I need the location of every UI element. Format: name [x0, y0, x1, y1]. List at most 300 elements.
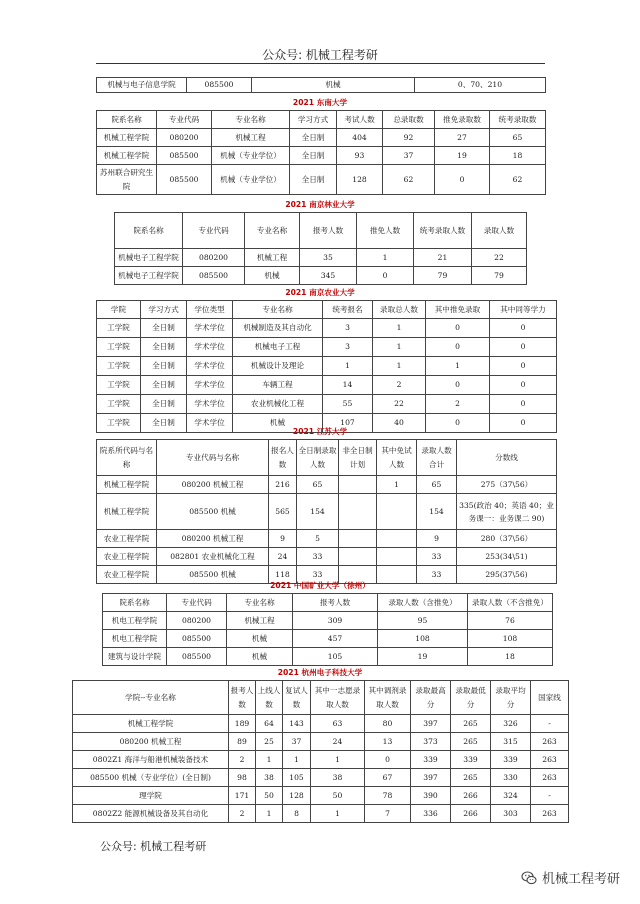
table-cell: 机械工程学院: [97, 494, 157, 530]
table-cell: 9: [417, 530, 457, 548]
table-cell: 14: [323, 376, 373, 395]
table-cell: 7: [365, 805, 411, 823]
column-header: 录取人数（含推免）: [378, 594, 468, 612]
section-title-cumt: 2021 中国矿业大学（徐州）: [270, 581, 370, 590]
table-cell: 085500: [183, 267, 245, 285]
table-cell: 全日制: [290, 129, 337, 147]
table-cell: 1: [311, 751, 365, 769]
table-row: [97, 376, 557, 395]
table-cell: 24: [311, 733, 365, 751]
table-cell: 机械工程学院: [97, 147, 157, 165]
table-cell: 0: [490, 338, 557, 357]
table-row: [73, 769, 569, 787]
table-cell: 265: [451, 715, 491, 733]
table-cell: 农业工程学院: [97, 566, 157, 584]
page-header-title: 公众号: 机械工程考研: [262, 48, 378, 62]
column-header: 学院--专业名称: [73, 681, 229, 715]
table-cell: 机械与电子信息学院: [97, 78, 187, 93]
table-cell: 0: [490, 376, 557, 395]
table-cell: 0: [426, 319, 490, 338]
table-row: [97, 494, 557, 530]
column-header: 统考报名: [323, 301, 373, 319]
table-row: [97, 319, 557, 338]
table-cell: 1: [377, 476, 417, 494]
table-cell: 330: [491, 769, 531, 787]
table-cell: 1: [311, 805, 365, 823]
table-cell: 18: [490, 147, 546, 165]
table-cell: 080200 机械工程: [73, 733, 229, 751]
table-cell: 1: [283, 751, 311, 769]
header-divider: [96, 63, 545, 64]
column-header: 复试人数: [283, 681, 311, 715]
table-header-row: [115, 213, 527, 249]
table-cell: 128: [283, 787, 311, 805]
table-cell: 263: [531, 805, 569, 823]
hdu-table: [72, 680, 569, 823]
table-cell: 机械（专业学位）: [212, 147, 290, 165]
table-cell: 机械: [233, 414, 323, 433]
table-cell: 64: [256, 715, 283, 733]
table-cell: 1: [373, 338, 426, 357]
table-cell: 2: [426, 395, 490, 414]
section-title-ujs: 2021 江苏大学: [292, 427, 348, 436]
table-cell: 2: [373, 376, 426, 395]
section-title-hdu: 2021 杭州电子科技大学: [277, 668, 363, 677]
page-footer: 公众号: 机械工程考研: [100, 840, 207, 853]
table-cell: 339: [411, 751, 451, 769]
top-row-table: [96, 77, 546, 93]
table-cell: 33: [297, 566, 339, 584]
table-cell: 全日制: [141, 319, 187, 338]
table-cell: 105: [293, 648, 378, 666]
table-cell: 266: [451, 787, 491, 805]
watermark: [521, 868, 620, 887]
table-cell: 080200: [157, 129, 212, 147]
table-cell: 学术学位: [187, 414, 233, 433]
table-cell: 农业机械化工程: [233, 395, 323, 414]
column-header: 专业代码与名称: [157, 440, 269, 476]
table-cell: 机械工程学院: [97, 476, 157, 494]
njfu-table: [114, 212, 527, 285]
table-cell: [339, 530, 377, 548]
column-header: 录取总人数: [373, 301, 426, 319]
table-cell: 车辆工程: [233, 376, 323, 395]
table-cell: 1: [426, 357, 490, 376]
table-cell: 266: [451, 805, 491, 823]
table-cell: 机电工程学院: [103, 612, 167, 630]
table-cell: 1: [323, 357, 373, 376]
column-header: 专业代码: [167, 594, 227, 612]
table-cell: 324: [491, 787, 531, 805]
table-cell: [339, 548, 377, 566]
table-row: [97, 395, 557, 414]
table-cell: 265: [451, 733, 491, 751]
table-cell: 机械电子工程学院: [115, 249, 183, 267]
table-row: [97, 530, 557, 548]
table-row: [115, 249, 527, 267]
table-cell: 13: [365, 733, 411, 751]
column-header: 录取人数: [472, 213, 527, 249]
table-row: [97, 147, 546, 165]
table-row: [97, 357, 557, 376]
table-cell: 108: [468, 630, 553, 648]
table-cell: 1: [357, 249, 414, 267]
watermark-text: 机械工程考研: [541, 872, 620, 887]
column-header: 非全日制计划: [339, 440, 377, 476]
column-header: 录取人数（不含推免）: [468, 594, 553, 612]
table-row: [97, 476, 557, 494]
table-cell: 080200 机械工程: [157, 530, 269, 548]
column-header: 其中一志愿录取人数: [311, 681, 365, 715]
table-cell: 339: [451, 751, 491, 769]
table-cell: [377, 530, 417, 548]
table-cell: 397: [411, 715, 451, 733]
column-header: 学院: [97, 301, 141, 319]
table-cell: 机电工程学院: [103, 630, 167, 648]
table-cell: 457: [293, 630, 378, 648]
column-header: 报考人数: [293, 594, 378, 612]
table-cell: 085500: [157, 165, 212, 195]
table-cell: 0802Z2 能源机械设备及其自动化: [73, 805, 229, 823]
table-cell: 154: [417, 494, 457, 530]
column-header: 分数线: [457, 440, 557, 476]
section-title-njfu: 2021 南京林业大学: [285, 200, 355, 209]
table-cell: 工学院: [97, 395, 141, 414]
table-row: [115, 267, 527, 285]
table-cell: 工学院: [97, 414, 141, 433]
njau-table: [96, 300, 557, 433]
table-cell: 336: [411, 805, 451, 823]
table-cell: 机械（专业学位）: [212, 165, 290, 195]
table-cell: 89: [229, 733, 256, 751]
table-cell: 080200: [183, 249, 245, 267]
table-cell: 22: [373, 395, 426, 414]
table-cell: 33: [417, 566, 457, 584]
table-cell: 1: [256, 805, 283, 823]
table-cell: [339, 476, 377, 494]
table-cell: 085500: [167, 630, 227, 648]
table-cell: 55: [323, 395, 373, 414]
column-header: 录取人数合计: [417, 440, 457, 476]
table-header-row: [103, 594, 553, 612]
column-header: 其中同等学力: [490, 301, 557, 319]
table-cell: 080200 机械工程: [157, 476, 269, 494]
column-header: 录取最高分: [411, 681, 451, 715]
table-cell: 265: [451, 769, 491, 787]
table-cell: 学术学位: [187, 338, 233, 357]
table-cell: 33: [417, 548, 457, 566]
table-cell: 085500: [187, 78, 252, 93]
table-cell: 335(政治 40；英语 40；业务课一：业务课二 90): [457, 494, 557, 530]
table-cell: 50: [311, 787, 365, 805]
table-cell: 62: [383, 165, 435, 195]
table-cell: 085500 机械: [157, 494, 269, 530]
table-cell: 108: [378, 630, 468, 648]
table-cell: 24: [269, 548, 297, 566]
table-cell: 机械工程学院: [97, 129, 157, 147]
table-cell: 105: [283, 769, 311, 787]
table-cell: 0: [490, 395, 557, 414]
table-cell: 0: [365, 751, 411, 769]
table-row: [73, 733, 569, 751]
column-header: 专业代码: [157, 111, 212, 129]
table-cell: 154: [297, 494, 339, 530]
table-cell: 18: [468, 648, 553, 666]
column-header: 其中调剂录取人数: [365, 681, 411, 715]
table-cell: [339, 494, 377, 530]
table-cell: 40: [373, 414, 426, 433]
column-header: 专业代码: [183, 213, 245, 249]
wechat-icon: [521, 870, 537, 886]
table-row: [97, 165, 546, 195]
column-header: 院系名称: [97, 111, 157, 129]
table-cell: 397: [411, 769, 451, 787]
table-cell: 78: [365, 787, 411, 805]
table-cell: 565: [269, 494, 297, 530]
table-row: [97, 78, 546, 93]
column-header: 院系名称: [103, 594, 167, 612]
table-cell: 0: [490, 414, 557, 433]
column-header: 国家线: [531, 681, 569, 715]
column-header: 专业名称: [245, 213, 300, 249]
table-cell: 工学院: [97, 319, 141, 338]
table-cell: 全日制: [290, 165, 337, 195]
table-cell: 工学院: [97, 357, 141, 376]
table-cell: 0: [490, 319, 557, 338]
table-cell: 机械: [252, 78, 415, 93]
table-cell: 315: [491, 733, 531, 751]
table-header-row: [73, 681, 569, 715]
table-row: [103, 612, 553, 630]
table-cell: 404: [337, 129, 383, 147]
table-cell: 76: [468, 612, 553, 630]
table-cell: 学术学位: [187, 357, 233, 376]
table-cell: 机械电子工程: [233, 338, 323, 357]
table-cell: 326: [491, 715, 531, 733]
table-cell: 机械设计及理论: [233, 357, 323, 376]
table-cell: 0: [357, 267, 414, 285]
table-cell: 学术学位: [187, 395, 233, 414]
table-cell: 1: [373, 319, 426, 338]
table-cell: 280（37\56）: [457, 530, 557, 548]
table-cell: 143: [283, 715, 311, 733]
table-cell: 253(34\51): [457, 548, 557, 566]
table-cell: 1: [256, 751, 283, 769]
table-cell: 390: [411, 787, 451, 805]
table-row: [73, 805, 569, 823]
table-cell: 全日制: [141, 395, 187, 414]
table-cell: 93: [337, 147, 383, 165]
column-header: 其中免试人数: [377, 440, 417, 476]
table-cell: 25: [256, 733, 283, 751]
table-cell: 65: [490, 129, 546, 147]
column-header: 报名人数: [269, 440, 297, 476]
table-cell: 工学院: [97, 338, 141, 357]
table-cell: 3: [323, 338, 373, 357]
table-cell: 95: [378, 612, 468, 630]
table-cell: 082801 农业机械化工程: [157, 548, 269, 566]
table-header-row: [97, 440, 557, 476]
table-cell: 学术学位: [187, 319, 233, 338]
table-cell: 263: [531, 733, 569, 751]
table-cell: 085500 机械（专业学位）(全日制): [73, 769, 229, 787]
table-cell: 38: [311, 769, 365, 787]
table-cell: 303: [491, 805, 531, 823]
cumt-table: [102, 593, 553, 666]
section-title-njau: 2021 南京农业大学: [285, 288, 355, 297]
table-cell: 67: [365, 769, 411, 787]
table-row: [73, 787, 569, 805]
table-cell: 35: [300, 249, 357, 267]
table-row: [73, 715, 569, 733]
table-cell: 373: [411, 733, 451, 751]
table-cell: 机械电子工程学院: [115, 267, 183, 285]
table-cell: 38: [256, 769, 283, 787]
table-cell: 工学院: [97, 376, 141, 395]
table-cell: 309: [293, 612, 378, 630]
table-cell: 2: [229, 751, 256, 769]
table-cell: 19: [378, 648, 468, 666]
column-header: 院系名称: [115, 213, 183, 249]
table-cell: 3: [323, 319, 373, 338]
table-cell: 机械制造及其自动化: [233, 319, 323, 338]
table-cell: 5: [297, 530, 339, 548]
table-cell: 27: [435, 129, 490, 147]
table-cell: 0: [435, 165, 490, 195]
table-cell: 全日制: [141, 414, 187, 433]
column-header: 统考录取数: [490, 111, 546, 129]
column-header: 报考人数: [300, 213, 357, 249]
table-cell: 机械工程: [245, 249, 300, 267]
table-cell: 189: [229, 715, 256, 733]
table-cell: 171: [229, 787, 256, 805]
table-cell: 机械: [245, 267, 300, 285]
column-header: 推免人数: [357, 213, 414, 249]
table-cell: 65: [297, 476, 339, 494]
table-cell: 080200: [167, 612, 227, 630]
column-header: 录取平均分: [491, 681, 531, 715]
column-header: 推免录取数: [435, 111, 490, 129]
column-header: 考试人数: [337, 111, 383, 129]
table-cell: 0802Z1 海洋与船港机械装备技术: [73, 751, 229, 769]
table-cell: 农业工程学院: [97, 530, 157, 548]
table-cell: 学术学位: [187, 376, 233, 395]
table-cell: 92: [383, 129, 435, 147]
column-header: 专业名称: [212, 111, 290, 129]
table-cell: 全日制: [290, 147, 337, 165]
seu-table: [96, 110, 546, 195]
table-row: [97, 338, 557, 357]
column-header: 报考人数: [229, 681, 256, 715]
table-cell: 全日制: [141, 338, 187, 357]
table-cell: 8: [283, 805, 311, 823]
table-cell: 263: [531, 769, 569, 787]
table-cell: 19: [435, 147, 490, 165]
column-header: 专业名称: [227, 594, 293, 612]
table-cell: 机械工程: [212, 129, 290, 147]
column-header: 其中推免录取: [426, 301, 490, 319]
table-cell: 全日制: [141, 357, 187, 376]
table-row: [73, 751, 569, 769]
table-cell: 62: [490, 165, 546, 195]
table-cell: 0: [426, 338, 490, 357]
table-row: [97, 129, 546, 147]
table-row: [97, 548, 557, 566]
column-header: 学习方式: [290, 111, 337, 129]
table-header-row: [97, 111, 546, 129]
table-cell: 118: [269, 566, 297, 584]
table-cell: 0: [426, 414, 490, 433]
table-cell: 216: [269, 476, 297, 494]
table-cell: 65: [417, 476, 457, 494]
column-header: 总录取数: [383, 111, 435, 129]
table-row: [103, 648, 553, 666]
column-header: 学习方式: [141, 301, 187, 319]
table-cell: [377, 494, 417, 530]
table-cell: 机械工程学院: [73, 715, 229, 733]
table-cell: 0: [426, 376, 490, 395]
column-header: 统考录取人数: [414, 213, 472, 249]
table-cell: 22: [472, 249, 527, 267]
table-cell: 128: [337, 165, 383, 195]
column-header: 上线人数: [256, 681, 283, 715]
ujs-table: [96, 439, 557, 584]
table-cell: 1: [373, 357, 426, 376]
column-header: 全日制录取人数: [297, 440, 339, 476]
table-cell: 0、70、210: [415, 78, 546, 93]
table-cell: 339: [491, 751, 531, 769]
table-cell: 机械工程: [227, 612, 293, 630]
table-header-row: [97, 301, 557, 319]
column-header: 学位类型: [187, 301, 233, 319]
table-cell: 345: [300, 267, 357, 285]
table-cell: 苏州联合研究生院: [97, 165, 157, 195]
table-cell: 理学院: [73, 787, 229, 805]
table-cell: 0: [490, 357, 557, 376]
table-cell: 80: [365, 715, 411, 733]
table-cell: 107: [323, 414, 373, 433]
table-cell: 79: [472, 267, 527, 285]
table-cell: 275（37\56）: [457, 476, 557, 494]
table-cell: -: [531, 715, 569, 733]
section-title-seu: 2021 东南大学: [292, 98, 348, 107]
table-cell: 建筑与设计学院: [103, 648, 167, 666]
table-cell: [377, 548, 417, 566]
table-cell: 50: [256, 787, 283, 805]
table-cell: 79: [414, 267, 472, 285]
table-cell: 085500: [167, 648, 227, 666]
table-cell: 085500 机械: [157, 566, 269, 584]
column-header: 专业名称: [233, 301, 323, 319]
table-cell: 2: [229, 805, 256, 823]
table-cell: 全日制: [141, 376, 187, 395]
table-cell: 37: [283, 733, 311, 751]
table-cell: 295(37\56): [457, 566, 557, 584]
table-cell: 33: [297, 548, 339, 566]
table-cell: 263: [531, 751, 569, 769]
table-cell: -: [531, 787, 569, 805]
table-cell: 37: [383, 147, 435, 165]
table-cell: 98: [229, 769, 256, 787]
table-cell: 机械: [227, 648, 293, 666]
table-cell: 9: [269, 530, 297, 548]
table-cell: 21: [414, 249, 472, 267]
table-cell: 机械: [227, 630, 293, 648]
table-row: [103, 630, 553, 648]
column-header: 录取最低分: [451, 681, 491, 715]
table-cell: 63: [311, 715, 365, 733]
table-cell: 085500: [157, 147, 212, 165]
